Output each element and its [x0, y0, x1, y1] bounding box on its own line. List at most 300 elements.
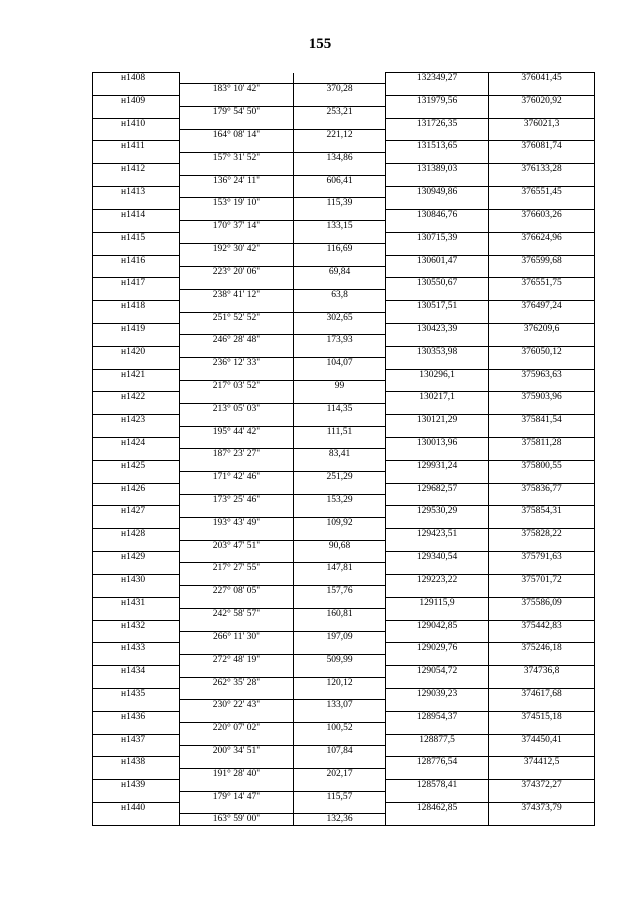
- coord-y: 376603,26: [489, 209, 595, 220]
- empty-cell: [386, 289, 489, 300]
- direction-angle: 157° 31' 52": [180, 152, 294, 163]
- empty-cell: [180, 529, 294, 540]
- segment-row: [93, 152, 595, 163]
- direction-angle: 179° 54' 50": [180, 107, 294, 118]
- empty-cell: [489, 266, 595, 277]
- coord-y: 376624,96: [489, 232, 595, 243]
- point-name: н1419: [93, 323, 180, 334]
- coord-x: 129115,9: [386, 597, 489, 608]
- empty-cell: [294, 187, 386, 198]
- point-name: н1424: [93, 438, 180, 449]
- point-name: н1414: [93, 209, 180, 220]
- empty-cell: [93, 745, 180, 756]
- segment-row: [93, 517, 595, 528]
- segment-row: [93, 495, 595, 506]
- segment-row: [93, 380, 595, 391]
- empty-cell: [294, 95, 386, 106]
- distance: 63,8: [294, 289, 386, 300]
- segment-row: [93, 335, 595, 346]
- page-number: 155: [308, 36, 332, 52]
- empty-cell: [180, 369, 294, 380]
- point-row: [93, 301, 595, 312]
- empty-cell: [294, 734, 386, 745]
- segment-row: [93, 403, 595, 414]
- direction-angle: 230° 22' 43": [180, 700, 294, 711]
- coord-y: 375903,96: [489, 392, 595, 403]
- distance: 509,99: [294, 654, 386, 665]
- segment-row: [93, 175, 595, 186]
- coord-x: 131513,65: [386, 141, 489, 152]
- empty-cell: [93, 107, 180, 118]
- coord-x: 129423,51: [386, 529, 489, 540]
- empty-cell: [180, 757, 294, 768]
- point-name: н1427: [93, 506, 180, 517]
- segment-row: [93, 563, 595, 574]
- distance: 160,81: [294, 609, 386, 620]
- empty-cell: [180, 255, 294, 266]
- segment-row: [93, 631, 595, 642]
- distance: 147,81: [294, 563, 386, 574]
- direction-angle: 173° 25' 46": [180, 495, 294, 506]
- empty-cell: [180, 141, 294, 152]
- direction-angle: 192° 30' 42": [180, 244, 294, 255]
- coord-y: 376551,75: [489, 278, 595, 289]
- coord-x: 130715,39: [386, 232, 489, 243]
- segment-row: [93, 609, 595, 620]
- distance: 134,86: [294, 152, 386, 163]
- empty-cell: [93, 152, 180, 163]
- coord-x: 128462,85: [386, 803, 489, 814]
- coord-x: 130517,51: [386, 301, 489, 312]
- coord-y: 376081,74: [489, 141, 595, 152]
- empty-cell: [294, 620, 386, 631]
- coord-x: 130217,1: [386, 392, 489, 403]
- segment-row: [93, 700, 595, 711]
- empty-cell: [180, 118, 294, 129]
- empty-cell: [93, 289, 180, 300]
- empty-cell: [294, 392, 386, 403]
- point-row: [93, 483, 595, 494]
- empty-cell: [489, 175, 595, 186]
- empty-cell: [294, 552, 386, 563]
- empty-cell: [386, 791, 489, 802]
- empty-cell: [93, 472, 180, 483]
- empty-cell: [294, 688, 386, 699]
- point-name: н1438: [93, 757, 180, 768]
- point-name: н1429: [93, 552, 180, 563]
- empty-cell: [180, 392, 294, 403]
- point-name: н1417: [93, 278, 180, 289]
- empty-cell: [180, 803, 294, 814]
- direction-angle: 217° 27' 55": [180, 563, 294, 574]
- direction-angle: 246° 28' 48": [180, 335, 294, 346]
- direction-angle: 170° 37' 14": [180, 221, 294, 232]
- point-row: [93, 95, 595, 106]
- empty-cell: [180, 552, 294, 563]
- point-row: [93, 164, 595, 175]
- distance: 111,51: [294, 426, 386, 437]
- point-name: н1426: [93, 483, 180, 494]
- distance: 104,07: [294, 358, 386, 369]
- point-row: [93, 73, 595, 84]
- empty-cell: [93, 677, 180, 688]
- point-name: н1425: [93, 460, 180, 471]
- empty-cell: [294, 323, 386, 334]
- empty-cell: [93, 221, 180, 232]
- empty-cell: [93, 768, 180, 779]
- coord-y: 376599,68: [489, 255, 595, 266]
- segment-row: [93, 358, 595, 369]
- empty-cell: [294, 711, 386, 722]
- distance: 115,39: [294, 198, 386, 209]
- empty-cell: [93, 426, 180, 437]
- coord-x: 129530,29: [386, 506, 489, 517]
- segment-row: [93, 266, 595, 277]
- empty-cell: [386, 472, 489, 483]
- empty-cell: [386, 175, 489, 186]
- segment-row: [93, 221, 595, 232]
- empty-cell: [180, 278, 294, 289]
- empty-cell: [386, 654, 489, 665]
- empty-cell: [93, 723, 180, 734]
- point-row: [93, 711, 595, 722]
- coord-y: 374450,41: [489, 734, 595, 745]
- point-name: н1420: [93, 346, 180, 357]
- direction-angle: 213° 05' 03": [180, 403, 294, 414]
- point-row: [93, 232, 595, 243]
- empty-cell: [489, 745, 595, 756]
- empty-cell: [489, 586, 595, 597]
- segment-row: [93, 130, 595, 141]
- empty-cell: [294, 118, 386, 129]
- empty-cell: [386, 403, 489, 414]
- segment-row: [93, 426, 595, 437]
- point-name: н1430: [93, 574, 180, 585]
- empty-cell: [489, 198, 595, 209]
- coord-y: 375586,09: [489, 597, 595, 608]
- empty-cell: [294, 757, 386, 768]
- empty-cell: [386, 312, 489, 323]
- point-row: [93, 323, 595, 334]
- coord-x: 130846,76: [386, 209, 489, 220]
- point-name: н1410: [93, 118, 180, 129]
- coord-x: 129054,72: [386, 666, 489, 677]
- coord-x: 128877,5: [386, 734, 489, 745]
- point-row: [93, 574, 595, 585]
- empty-cell: [386, 700, 489, 711]
- direction-angle: 193° 43' 49": [180, 517, 294, 528]
- empty-cell: [489, 609, 595, 620]
- point-row: [93, 141, 595, 152]
- empty-cell: [386, 745, 489, 756]
- empty-cell: [294, 301, 386, 312]
- segment-row: [93, 244, 595, 255]
- point-row: [93, 757, 595, 768]
- point-row: [93, 734, 595, 745]
- segment-row: [93, 198, 595, 209]
- empty-cell: [386, 244, 489, 255]
- point-name: н1432: [93, 620, 180, 631]
- distance: 253,21: [294, 107, 386, 118]
- empty-cell: [93, 495, 180, 506]
- empty-cell: [489, 289, 595, 300]
- point-row: [93, 187, 595, 198]
- distance: 83,41: [294, 449, 386, 460]
- direction-angle: 262° 35' 28": [180, 677, 294, 688]
- coord-y: 375791,63: [489, 552, 595, 563]
- empty-cell: [489, 403, 595, 414]
- coord-x: 128954,37: [386, 711, 489, 722]
- coord-x: 131389,03: [386, 164, 489, 175]
- coord-x: 130296,1: [386, 369, 489, 380]
- empty-cell: [294, 232, 386, 243]
- empty-cell: [93, 631, 180, 642]
- coord-x: 130550,67: [386, 278, 489, 289]
- distance: 116,69: [294, 244, 386, 255]
- empty-cell: [294, 666, 386, 677]
- empty-cell: [489, 130, 595, 141]
- empty-cell: [294, 460, 386, 471]
- point-row: [93, 552, 595, 563]
- point-name: н1434: [93, 666, 180, 677]
- point-row: [93, 620, 595, 631]
- empty-cell: [386, 84, 489, 95]
- distance: 69,84: [294, 266, 386, 277]
- point-row: [93, 597, 595, 608]
- empty-cell: [294, 506, 386, 517]
- empty-cell: [180, 232, 294, 243]
- coord-y: 376020,92: [489, 95, 595, 106]
- empty-cell: [93, 814, 180, 826]
- coord-y: 376497,24: [489, 301, 595, 312]
- direction-angle: 227° 08' 05": [180, 586, 294, 597]
- point-row: [93, 346, 595, 357]
- segment-row: [93, 540, 595, 551]
- segment-row: [93, 472, 595, 483]
- coord-y: 374515,18: [489, 711, 595, 722]
- empty-cell: [386, 107, 489, 118]
- empty-cell: [489, 358, 595, 369]
- empty-cell: [489, 312, 595, 323]
- empty-cell: [386, 631, 489, 642]
- empty-cell: [93, 175, 180, 186]
- empty-cell: [93, 586, 180, 597]
- empty-cell: [386, 266, 489, 277]
- empty-cell: [386, 152, 489, 163]
- direction-angle: 238° 41' 12": [180, 289, 294, 300]
- point-row: [93, 460, 595, 471]
- empty-cell: [386, 609, 489, 620]
- coord-y: 374412,5: [489, 757, 595, 768]
- coord-x: 130353,98: [386, 346, 489, 357]
- point-row: [93, 255, 595, 266]
- distance: 221,12: [294, 130, 386, 141]
- point-name: н1409: [93, 95, 180, 106]
- empty-cell: [93, 791, 180, 802]
- empty-cell: [180, 95, 294, 106]
- empty-cell: [294, 415, 386, 426]
- coord-y: 375854,31: [489, 506, 595, 517]
- point-name: н1408: [93, 73, 180, 84]
- empty-cell: [93, 84, 180, 95]
- segment-row: [93, 768, 595, 779]
- empty-cell: [386, 221, 489, 232]
- empty-cell: [93, 517, 180, 528]
- empty-cell: [180, 164, 294, 175]
- empty-cell: [180, 346, 294, 357]
- coord-x: 132349,27: [386, 73, 489, 84]
- coord-y: 375800,55: [489, 460, 595, 471]
- empty-cell: [93, 380, 180, 391]
- point-row: [93, 118, 595, 129]
- empty-cell: [489, 495, 595, 506]
- distance: 202,17: [294, 768, 386, 779]
- coord-y: 374736,8: [489, 666, 595, 677]
- direction-angle: 203° 47' 51": [180, 540, 294, 551]
- coord-y: 376133,28: [489, 164, 595, 175]
- empty-cell: [93, 266, 180, 277]
- coord-y: 374617,68: [489, 688, 595, 699]
- empty-cell: [386, 517, 489, 528]
- empty-cell: [180, 597, 294, 608]
- point-name: н1439: [93, 780, 180, 791]
- distance: 153,29: [294, 495, 386, 506]
- point-name: н1433: [93, 643, 180, 654]
- point-name: н1421: [93, 369, 180, 380]
- point-row: [93, 438, 595, 449]
- point-row: [93, 643, 595, 654]
- coord-y: 374373,79: [489, 803, 595, 814]
- point-name: н1428: [93, 529, 180, 540]
- point-name: н1423: [93, 415, 180, 426]
- point-row: [93, 688, 595, 699]
- distance: 370,28: [294, 84, 386, 95]
- direction-angle: 163° 59' 00": [180, 814, 294, 826]
- distance: 114,35: [294, 403, 386, 414]
- empty-cell: [294, 597, 386, 608]
- empty-cell: [386, 586, 489, 597]
- empty-cell: [93, 335, 180, 346]
- coord-y: 376551,45: [489, 187, 595, 198]
- coord-x: 130013,96: [386, 438, 489, 449]
- empty-cell: [489, 472, 595, 483]
- empty-cell: [294, 803, 386, 814]
- coord-x: 129340,54: [386, 552, 489, 563]
- segment-row: [93, 677, 595, 688]
- point-name: н1436: [93, 711, 180, 722]
- empty-cell: [386, 130, 489, 141]
- coord-y: 375701,72: [489, 574, 595, 585]
- distance: 197,09: [294, 631, 386, 642]
- coordinates-table: [92, 72, 595, 826]
- empty-cell: [489, 677, 595, 688]
- coord-y: 376209,6: [489, 323, 595, 334]
- point-name: н1440: [93, 803, 180, 814]
- empty-cell: [489, 152, 595, 163]
- direction-angle: 223° 20' 06": [180, 266, 294, 277]
- empty-cell: [93, 358, 180, 369]
- empty-cell: [180, 780, 294, 791]
- segment-row: [93, 289, 595, 300]
- empty-cell: [489, 631, 595, 642]
- distance: 133,15: [294, 221, 386, 232]
- coord-y: 375836,77: [489, 483, 595, 494]
- empty-cell: [93, 449, 180, 460]
- empty-cell: [93, 130, 180, 141]
- coord-y: 375963,63: [489, 369, 595, 380]
- point-name: н1416: [93, 255, 180, 266]
- empty-cell: [180, 415, 294, 426]
- empty-cell: [489, 335, 595, 346]
- coord-y: 376041,45: [489, 73, 595, 84]
- empty-cell: [489, 654, 595, 665]
- empty-cell: [386, 380, 489, 391]
- distance: 107,84: [294, 745, 386, 756]
- empty-cell: [180, 438, 294, 449]
- coord-y: 374372,27: [489, 780, 595, 791]
- segment-row: [93, 449, 595, 460]
- empty-cell: [93, 700, 180, 711]
- empty-cell: [180, 301, 294, 312]
- empty-cell: [489, 221, 595, 232]
- empty-cell: [294, 483, 386, 494]
- empty-cell: [93, 563, 180, 574]
- empty-cell: [489, 540, 595, 551]
- empty-cell: [386, 768, 489, 779]
- empty-cell: [180, 574, 294, 585]
- direction-angle: 242° 58' 57": [180, 609, 294, 620]
- empty-cell: [386, 449, 489, 460]
- empty-cell: [180, 187, 294, 198]
- distance: 302,65: [294, 312, 386, 323]
- coord-x: 129223,22: [386, 574, 489, 585]
- empty-cell: [294, 209, 386, 220]
- coord-y: 375246,18: [489, 643, 595, 654]
- coord-y: 376050,12: [489, 346, 595, 357]
- empty-cell: [386, 198, 489, 209]
- distance: 133,07: [294, 700, 386, 711]
- empty-cell: [489, 723, 595, 734]
- empty-cell: [93, 609, 180, 620]
- distance: 132,36: [294, 814, 386, 826]
- empty-cell: [294, 574, 386, 585]
- empty-cell: [93, 654, 180, 665]
- point-row: [93, 803, 595, 814]
- empty-cell: [294, 529, 386, 540]
- direction-angle: 187° 23' 27": [180, 449, 294, 460]
- empty-cell: [294, 278, 386, 289]
- point-name: н1431: [93, 597, 180, 608]
- empty-cell: [180, 483, 294, 494]
- empty-cell: [294, 643, 386, 654]
- empty-cell: [180, 209, 294, 220]
- direction-angle: 136° 24' 11": [180, 175, 294, 186]
- empty-cell: [294, 780, 386, 791]
- coord-x: 131726,35: [386, 118, 489, 129]
- direction-angle: 153° 19' 10": [180, 198, 294, 209]
- point-name: н1413: [93, 187, 180, 198]
- empty-cell: [489, 107, 595, 118]
- coord-x: 131979,56: [386, 95, 489, 106]
- distance: 109,92: [294, 517, 386, 528]
- empty-cell: [294, 73, 386, 84]
- point-row: [93, 392, 595, 403]
- distance: 115,57: [294, 791, 386, 802]
- empty-cell: [489, 768, 595, 779]
- coord-x: 128578,41: [386, 780, 489, 791]
- empty-cell: [294, 438, 386, 449]
- direction-angle: 183° 10' 42": [180, 84, 294, 95]
